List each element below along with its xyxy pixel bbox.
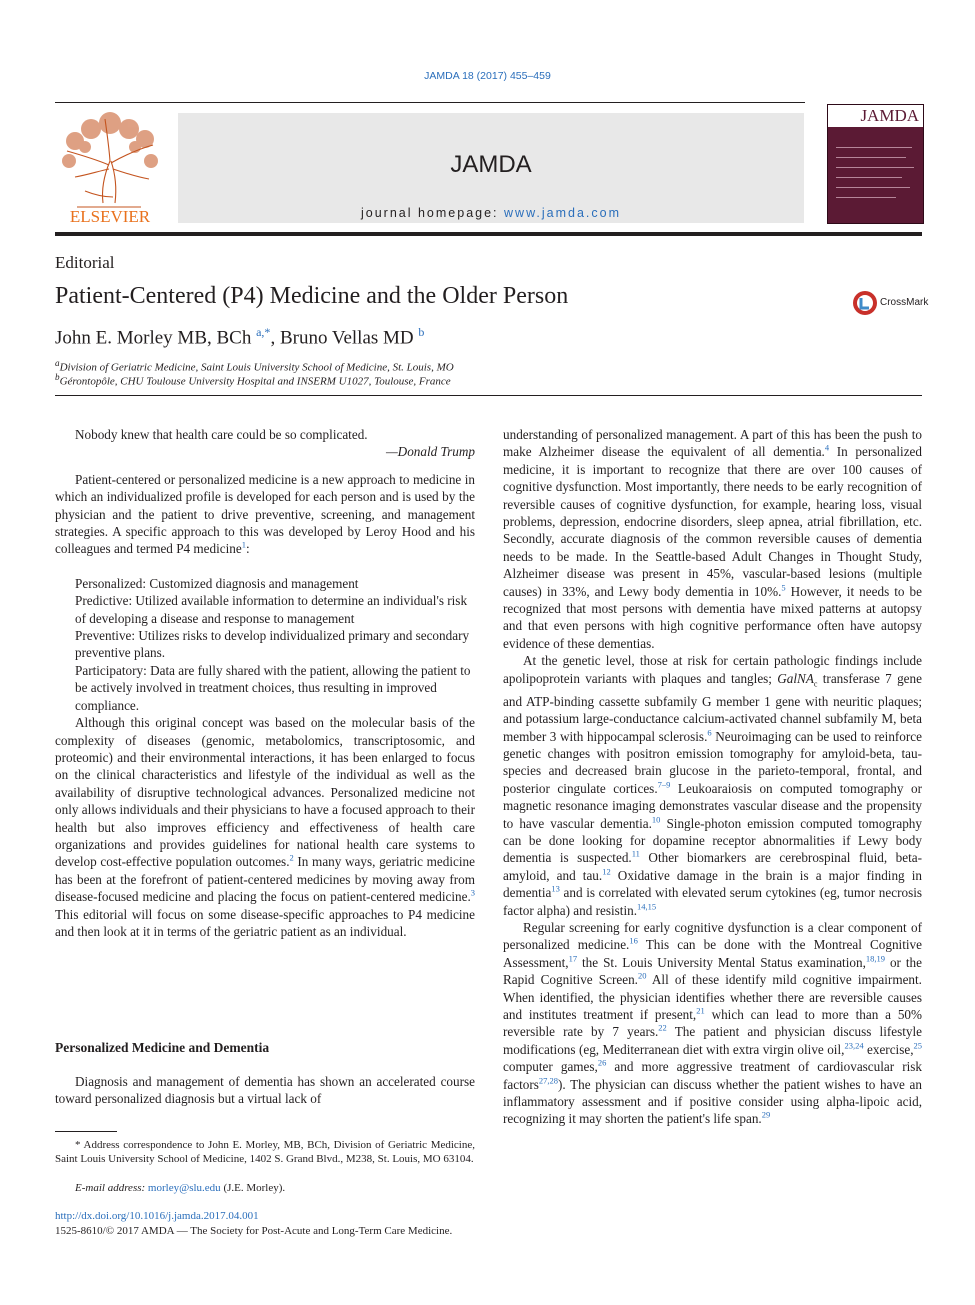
citation-link[interactable]: 13 (551, 883, 560, 894)
email-label: E-mail address: (75, 1182, 148, 1194)
article-type: Editorial (55, 253, 115, 272)
section-heading: Personalized Medicine and Dementia (55, 1040, 270, 1055)
email-suffix: (J.E. Morley). (220, 1182, 286, 1194)
email-link[interactable]: morley@slu.edu (147, 1182, 221, 1194)
citation-link[interactable]: 10 (651, 814, 661, 825)
header-rule (55, 102, 805, 103)
citation-link[interactable]: 5 (781, 582, 786, 593)
citation-link[interactable]: 25 (913, 1040, 922, 1051)
header-thick-rule (55, 232, 922, 236)
list-item: Predictive: Utilized available information to determine an individual's risk of developing a disease and response to management (75, 593, 468, 626)
correspondence-footnote: * Address correspondence to John E. Morley, MB, BCh, Division of Geriatric Medicine, Saint Louis University School of Medicine, 1402 S. Grand Blvd., M238, St. Louis, MO 63104. (55, 1139, 475, 1165)
right-column (503, 426, 922, 1128)
journal-homepage (178, 206, 804, 220)
crossmark-label[interactable]: CrossMark (880, 297, 929, 308)
crossmark-icon[interactable] (852, 290, 878, 321)
citation-link[interactable]: 2 (289, 852, 294, 863)
citation-link[interactable]: 4 (824, 443, 830, 454)
citation-link[interactable]: 23,24 (844, 1040, 864, 1051)
homepage-label: journal homepage: (360, 206, 505, 220)
title-block-rule (55, 395, 922, 396)
epigraph-source: —Donald Trump (385, 444, 475, 460)
author-affiliation-marker[interactable]: b (418, 325, 425, 339)
citation-link[interactable]: 14,15 (637, 901, 657, 912)
body-paragraph: understanding of personalized management. A part of this has been the push to make Alzheimer disease the equivalent of all dementia.$^4$ In personalized medicine, it is important to recognize that there are over 100 causes of cognitive dysfunction. Most importantly, there needs to be early recognition of reversible causes of cognitive dysfunction, for example, hearing loss, visual problems, depression, endocrine disorders, sleep apnea, atrial fibrillation, etc. Secondly, accurate diagnosis of the common reversible causes of dementia needs to be made. In the Seattle-based Adult Changes in Thought Study, Alzheimer disease was present in 45%, vascular-based lesions (multiple causes) in 33%, and Lewy body dementia in 10%.$^5$ However, it needs to be recognized that most persons with dementia have mixed patterns at autopsy and that even persons with high cognitive performance often have autopsy evidence of these dementias. (503, 427, 923, 651)
citation-link[interactable]: 7–9 (657, 779, 671, 790)
author-name[interactable]: Bruno Vellas MD (279, 327, 419, 349)
citation-link[interactable]: 27,28 (538, 1075, 559, 1086)
citation-link[interactable]: 22 (658, 1023, 667, 1034)
article-title: Patient-Centered (P4) Medicine and the Older Person (55, 283, 569, 309)
p4-list (55, 575, 475, 714)
list-item: Personalized: Customized diagnosis and management (75, 575, 359, 591)
author-separator: , (270, 327, 280, 349)
cover-title: JAMDA (860, 106, 919, 125)
affiliation-marker: a (55, 358, 60, 368)
citation-link[interactable]: 21 (696, 1005, 705, 1016)
citation-link[interactable]: 18,19 (865, 953, 885, 964)
elsevier-wordmark: ELSEVIER (69, 207, 151, 226)
elsevier-logo (55, 111, 165, 226)
body-paragraph: Patient-centered or personalized medicine is a new approach to medicine in which an individualized profile is developed for each person and is used by the physician and the patient to drive preventive, screening, and management strategies. A specific approach to this was developed by Leroy Hood and his colleagues and termed P4 medicine$^1$: (55, 471, 475, 557)
journal-banner (178, 113, 804, 223)
email-footnote (55, 1181, 475, 1195)
journal-cover-thumbnail[interactable] (827, 104, 924, 224)
journal-title: JAMDA (450, 151, 532, 178)
epigraph-quote: Nobody knew that health care could be so complicated. (75, 427, 368, 442)
body-paragraph: At the genetic level, those at risk for certain pathologic findings include apolipoprotein variants with plaques and tangles; GalNA$_c$ transferase 7 gene and ATP-binding cassette subfamily G member 1 gene with neuritic plaques; and potassium large-conductance calcium-activated channel subfamily M, beta member 3 with hippocampal sclerosis.$^6$ Neuroimaging can be used to reinforce genetic changes with positron emission tomography for amyloid-beta, tau-species and decreased brain glucose in the parieto-temporal, frontal, and posterior cingulate cortices.$^{7-9}$ Leukoaraiosis on computed tomography or magnetic resonance imaging demonstrates vascular disease and the propensity to have vascular dementia.$^{10}$ Single-photon emission computed tomography can be done looking for dopamine receptor abnormalities if Lewy body dementia is suspected.$^{11}$ Other biomarkers are cerebrospinal fluid, beta-amyloid, and tau.$^{12}$ Oxidative damage in the brain is a major finding in dementia$^{13}$ and is correlated with elevated serum cytokines (eg, tumor necrosis factor alpha) and resistin.$^{14,15}$ (503, 653, 923, 918)
homepage-link[interactable]: www.jamda.com (504, 206, 622, 220)
citation-link[interactable]: 3 (470, 887, 475, 898)
citation-link[interactable]: 12 (602, 866, 611, 877)
cover-header (828, 105, 923, 127)
author-name[interactable]: John E. Morley MB, BCh (55, 327, 257, 349)
affiliation (55, 372, 451, 388)
citation-link[interactable]: 20 (637, 970, 647, 981)
body-paragraph: Regular screening for early cognitive dysfunction is a clear component of personalized medicine.$^{16}$ This can be done with the Montreal Cognitive Assessment,$^{17}$ the St. Louis University Mental Status examination,$^{18,19}$ or the Rapid Cognitive Screen.$^{20}$ All of these identify mild cognitive impairment. When identified, the physician identifies whether there are reversible causes and institutes treatment if present,$^{21}$ which can lead to more than a 50% reversible rate by 7 years.$^{22}$ The patient and physician discuss lifestyle modifications (eg, Mediterranean diet with extra virgin olive oil,$^{23,24}$ exercise,$^{25}$ computer games,$^{26}$ and more aggressive treatment of cardiovascular risk factors$^{27,28}$). The physician can discuss whether the patient wishes to have an inflammatory assessment and if positive consider using alpha-lipoic acid, recognizing it may shorten the patient's life span.$^{29}$ (503, 920, 923, 1127)
issn-copyright: 1525-8610/© 2017 AMDA — The Society for Post-Acute and Long-Term Care Medicine. (55, 1225, 453, 1237)
footnote-rule (55, 1131, 117, 1132)
list-item: Preventive: Utilizes risks to develop individualized primary and secondary preventive plans. (75, 628, 470, 661)
body-paragraph: Diagnosis and management of dementia has shown an accelerated course toward personalized diagnosis but a virtual lack of (55, 1074, 475, 1107)
citation-link[interactable]: 11 (631, 849, 640, 859)
author-list (55, 325, 424, 349)
journal-reference[interactable]: JAMDA 18 (2017) 455–459 (424, 70, 551, 82)
author-affiliation-marker[interactable]: a,* (256, 325, 271, 339)
affiliation-text: Division of Geriatric Medicine, Saint Louis University School of Medicine, St. Louis, MO (59, 361, 454, 374)
citation-link[interactable]: 26 (597, 1057, 607, 1068)
citation-link[interactable]: 6 (707, 727, 712, 738)
citation-link[interactable]: 17 (568, 953, 578, 964)
citation-link[interactable]: 16 (629, 936, 638, 947)
list-item: Participatory: Data are fully shared with the patient, allowing the patient to be actively involved in treatment choices, thus resulting in improved compliance. (75, 662, 471, 713)
body-paragraph: Although this original concept was based on the molecular basis of the complexity of diseases (genomic, metabolomics, transcriptosomic, and proteomic) and their environmental interactions, it has been enlarged to focus on the clinical characteristics and lifestyle of the individual as well as the availability of disruptive technological advances. Personalized medicine not only allows individuals and their physicians to have a focused approach to their health but also improves efficiency and effectiveness of health care organizations and provides guidelines for national health care systems to develop cost-effective population outcomes.$^2$ In many ways, geriatric medicine has been at the forefront of patient-centered medicines by moving away from disease-focused medicine and placing the focus on patient-centered medicine.$^3$ This editorial will focus on some disease-specific approaches to P4 medicine and then look at it in terms of the geriatric patient as an individual. (55, 715, 475, 939)
affiliation-text: Gérontopôle, CHU Toulouse University Hospital and INSERM U1027, Toulouse, France (59, 375, 451, 388)
citation-link[interactable]: 1 (241, 540, 247, 551)
doi-link[interactable]: http://dx.doi.org/10.1016/j.jamda.2017.04.001 (55, 1210, 259, 1222)
left-column (55, 426, 475, 940)
citation-link[interactable]: 29 (761, 1110, 771, 1121)
affiliation-marker: b (55, 372, 60, 382)
